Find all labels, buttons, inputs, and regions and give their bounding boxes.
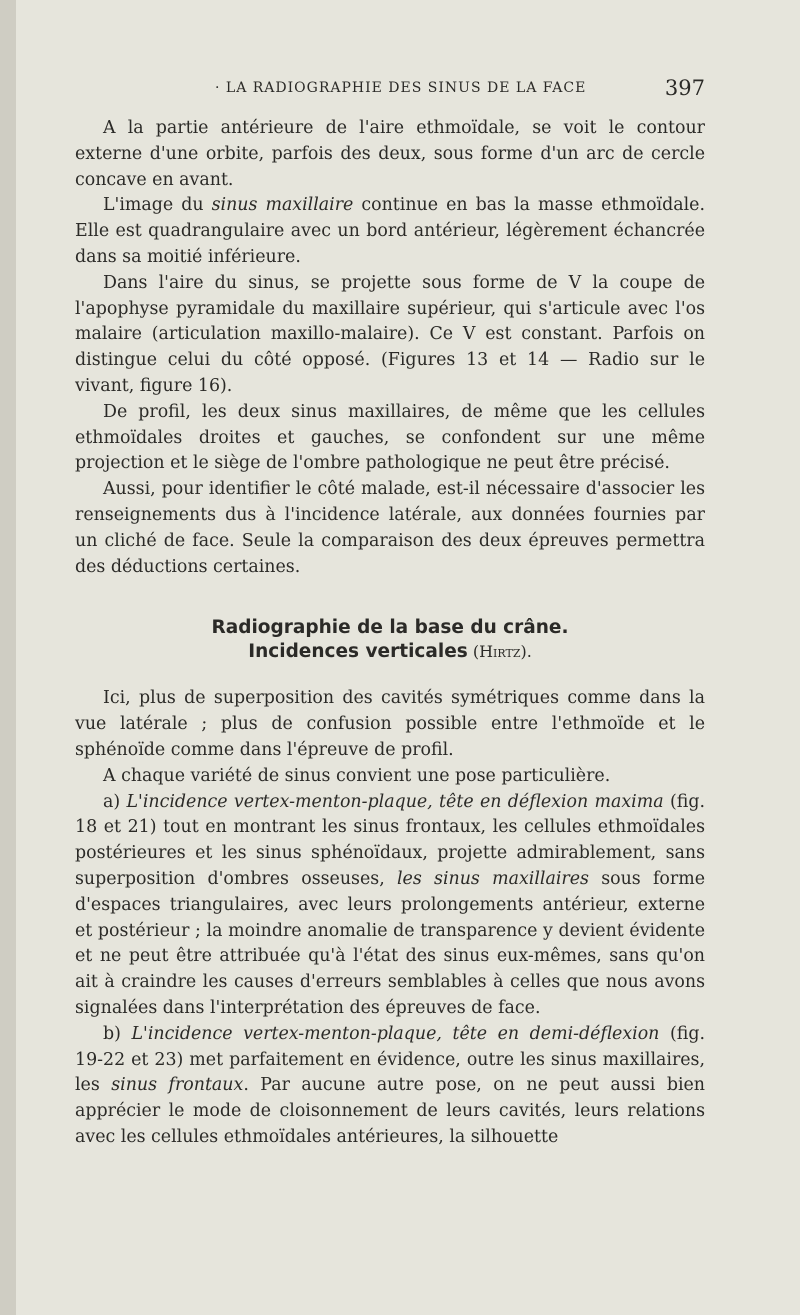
heading-line-1: Radiographie de la base du crâne. [211, 617, 569, 639]
paragraph-incidence-a [75, 790, 705, 1022]
paragraph-apophyse: Dans l'aire du sinus, se projette sous forme de V la coupe de l'apophyse pyramidale du maxillaire supérieur, qui s'articule avec l'os malaire (articulation maxillo-malaire). Ce V est constant. Parfois on distingue celui du côté opposé. (Figures 13 et 14 — Radio sur le vivant, figure 16). [75, 272, 705, 396]
heading-subtitle: Incidences verticales [248, 641, 468, 663]
page-edge-shadow [0, 0, 16, 1315]
author-close: ). [520, 642, 532, 662]
section-heading [75, 616, 705, 664]
paragraph-incidence-b [75, 1022, 705, 1151]
page-body [75, 116, 705, 1151]
paragraph-orbit: A la partie antérieure de l'aire ethmoïdale, se voit le contour externe d'une orbite, parfois des deux, sous forme d'un arc de cercle concave en avant. [75, 118, 705, 190]
running-title: · LA RADIOGRAPHIE DES SINUS DE LA FACE [215, 80, 587, 96]
text-run: (fig. 18 et 21) tout en montrant les sinus frontaux, les cellules ethmoïdales postérieures et les sinus sphénoïdaux, projette admirablement, sans superposition d'ombres osseuses, [75, 791, 705, 889]
page-number: 397 [664, 76, 705, 100]
italic-term: sinus maxillaire [211, 195, 354, 216]
italic-term: L'incidence vertex-menton-plaque, tête en déflexion maxima [126, 791, 664, 812]
text-run: continue en bas la masse ethmoïdale. Elle est quadrangulaire avec un bord antérieur, légèrement échancrée dans sa moitié inférieure. [75, 195, 705, 267]
text-run: L'image du [103, 195, 212, 216]
italic-term: les sinus maxillaires [397, 868, 589, 889]
heading-line-2 [75, 640, 705, 664]
list-label: b) [103, 1023, 132, 1044]
author-open: ( [467, 642, 480, 662]
paragraph-pose: A chaque variété de sinus convient une pose particulière. [103, 765, 611, 786]
list-label: a) [103, 791, 127, 812]
italic-term: sinus frontaux [111, 1075, 244, 1096]
text-run: . Par aucune autre pose, on ne peut aussi bien apprécier le mode de cloisonnement de leurs cavités, leurs relations avec les cellules ethmoïdales antérieures, la silhouette [75, 1075, 706, 1147]
text-run: (fig. 19-22 et 23) met parfaitement en évidence, outre les sinus maxillaires, les [75, 1023, 705, 1096]
paragraph-sinus-maxillaire [75, 193, 705, 270]
author-name: Hirtz [479, 642, 521, 662]
page-header [75, 76, 705, 102]
paragraph-profil: De profil, les deux sinus maxillaires, de même que les cellules ethmoïdales droites et gauches, se confondent sur une même projection et le siège de l'ombre pathologique ne peut être précisé. [75, 401, 705, 474]
text-run: sous forme d'espaces triangulaires, avec leurs prolongements antérieur, externe et postérieur ; la moindre anomalie de transparence y devient évidente et ne peut être attribuée qu'à l'état des sinus eux-mêmes, sans qu'on ait à craindre les causes d'erreurs semblables à celles que nous avons signalées dans l'interprétation des épreuves de face. [75, 868, 705, 1018]
paragraph-cote-malade: Aussi, pour identifier le côté malade, est-il nécessaire d'associer les renseignements dus à l'incidence latérale, aux données fournies par un cliché de face. Seule la comparaison des deux épreuves permettra des déductions certaines. [75, 479, 705, 577]
paragraph-superposition: Ici, plus de superposition des cavités symétriques comme dans la vue latérale ; plus de confusion possible entre l'ethmoïde et le sphénoïde comme dans l'épreuve de profil. [75, 688, 705, 760]
italic-term: L'incidence vertex-menton-plaque, tête en demi-déflexion [131, 1023, 660, 1044]
